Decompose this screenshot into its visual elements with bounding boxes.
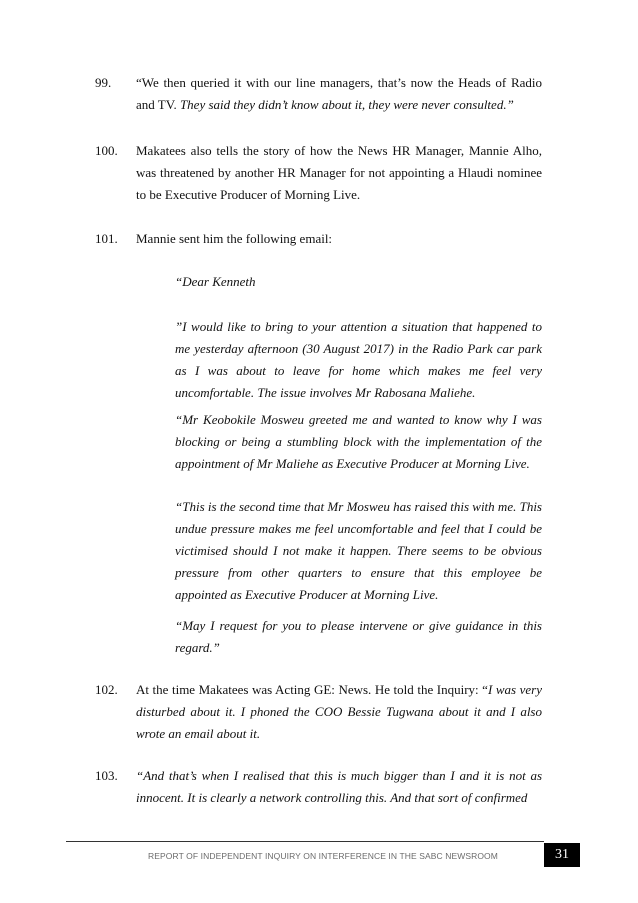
paragraph-text: Makatees also tells the story of how the News HR Manager, Mannie Alho, was threatened by another HR Manager for not appointing a Hlaudi nominee to be Executive Producer of Morning Live. — [136, 143, 542, 202]
paragraph-number: 99. — [95, 75, 112, 90]
paragraph-text-regular: “We then queried it with our line managers, that’s now the Heads of Radio and TV. — [136, 75, 542, 112]
paragraph-text: Mannie sent him the following email: — [136, 231, 333, 246]
footer-divider — [66, 841, 544, 842]
email-quote-paragraph-1: ”I would like to bring to your attention a situation that happened to me yesterday afternoon (30 August 2017) in the Radio Park car park as I was about to leave for home which makes me feel very uncomfortable. The issue involves Mr Rabosana Maliehe. — [175, 319, 542, 400]
paragraph-text-italic: They said they didn’t know about it, they were never consulted.” — [179, 97, 514, 112]
footer-report-title: REPORT OF INDEPENDENT INQUIRY ON INTERFERENCE IN THE SABC NEWSROOM — [148, 851, 498, 861]
paragraph-text — [136, 679, 542, 745]
paragraph-number: 101. — [95, 231, 118, 246]
email-quote-closing: “May I request for you to please intervene or give guidance in this regard.” — [175, 618, 542, 655]
paragraph-text — [136, 72, 542, 116]
paragraph-text: “And that’s when I realised that this is much bigger than I and it is not as innocent. It is clearly a network controlling this. And that sort of confirmed — [136, 768, 542, 805]
email-quote-paragraph-2: “Mr Keobokile Mosweu greeted me and wanted to know why I was blocking or being a stumbling block with the implementation of the appointment of Mr Maliehe as Executive Producer at Morning Live. — [175, 412, 542, 471]
email-quote-salutation: “Dear Kenneth — [175, 274, 256, 289]
page-number-badge: 31 — [544, 843, 580, 867]
email-quote-paragraph-3: “This is the second time that Mr Mosweu has raised this with me. This undue pressure makes me feel uncomfortable and feel that I could be victimised should I not make it happen. There seems to be obvious pressure from other quarters to ensure that this employee be appointed as Executive Producer at Morning Live. — [175, 499, 542, 602]
paragraph-number: 100. — [95, 143, 118, 158]
paragraph-number: 102. — [95, 682, 118, 697]
paragraph-number: 103. — [95, 768, 118, 783]
paragraph-text-italic: I was very disturbed about it. I phoned the COO Bessie Tugwana about it and I also wrote an email about it. — [136, 682, 542, 741]
paragraph-text-regular: At the time Makatees was Acting GE: News. He told the Inquiry: “ — [136, 682, 488, 697]
